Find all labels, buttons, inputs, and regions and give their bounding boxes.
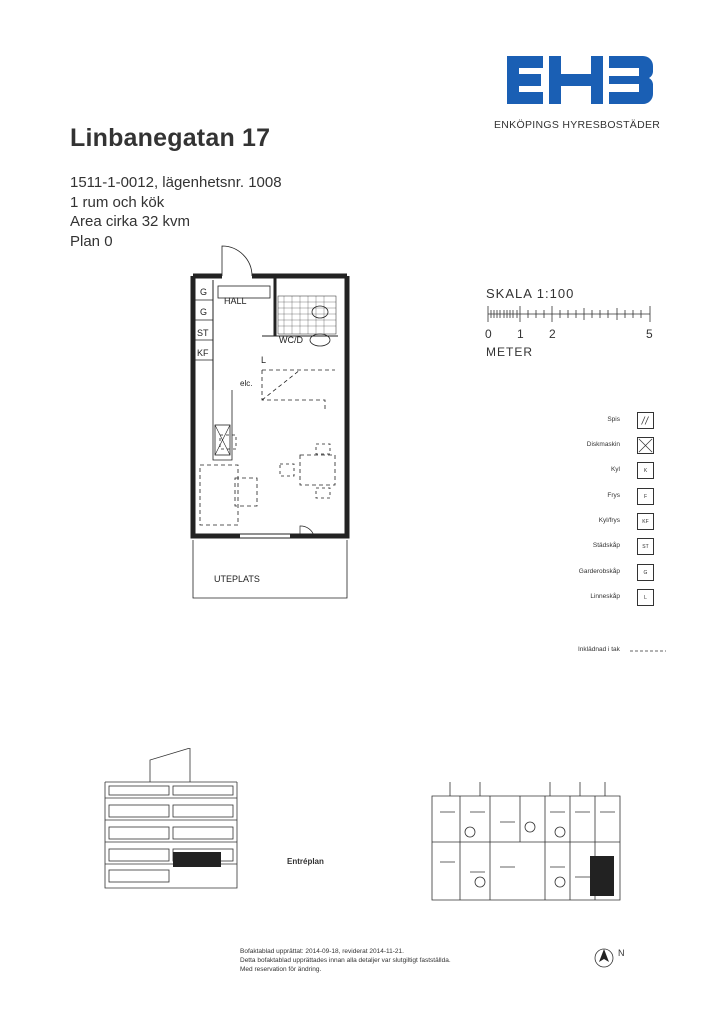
footer-note: [240, 947, 451, 974]
label-l: L: [261, 355, 267, 365]
footer-line-1: Bofaktablad upprättat: 2014-09-18, reviderat 2014-11-21.: [240, 948, 404, 955]
page-title: Linbanegatan 17: [70, 124, 271, 152]
legend-item-kylfrys: Kyl/frys KF: [560, 513, 680, 533]
info-line-id: 1511-1-0012, lägenhetsnr. 1008: [70, 174, 282, 191]
building-elevation: [95, 748, 255, 898]
label-elc: elc.: [240, 379, 253, 388]
scale-tick-5: 5: [646, 327, 653, 341]
legend-item-garderobskap: Garderobskåp G: [560, 564, 680, 584]
label-hall: HALL: [224, 296, 247, 306]
entreplan-label: Entréplan: [287, 857, 324, 866]
label-uteplats: UTEPLATS: [214, 574, 260, 584]
ehb-logo: [505, 52, 657, 114]
compass-icon: [590, 944, 630, 974]
apartment-highlight: [173, 852, 221, 867]
legend-item-frys: Frys F: [560, 488, 680, 508]
footer-line-3: Med reservation för ändring.: [240, 966, 322, 973]
compass-label: N: [618, 948, 625, 958]
label-g2: G: [200, 307, 208, 317]
scale-title: SKALA 1:100: [486, 286, 575, 301]
apartment-location-highlight: [590, 856, 614, 896]
info-line-area: Area cirka 32 kvm: [70, 213, 191, 230]
scale-tick-0: 0: [485, 327, 492, 341]
floor-plan: [180, 240, 355, 605]
logo-subtitle: ENKÖPINGS HYRESBOSTÄDER: [494, 119, 661, 131]
floor-overview: [420, 782, 635, 912]
info-line-floor: Plan 0: [70, 232, 113, 250]
legend-ceiling-label: Inklädnad i tak: [578, 646, 620, 653]
legend-item-spis: Spis: [560, 412, 680, 432]
scale-tick-2: 2: [549, 327, 556, 341]
dishwasher-icon: [637, 437, 654, 454]
label-st: ST: [197, 328, 209, 338]
ceiling-dash-icon: [630, 649, 666, 653]
legend-item-linneskap: Linneskåp L: [560, 589, 680, 609]
stove-icon: [637, 412, 654, 429]
label-g1: G: [200, 287, 208, 297]
footer-line-2: Detta bofaktablad upprättades innan alla detaljer var slutgiltigt fastställda.: [240, 957, 451, 964]
label-kf: KF: [197, 348, 209, 358]
info-line-rooms: 1 rum och kök: [70, 193, 165, 211]
legend-item-stadskap: Städskåp ST: [560, 538, 680, 558]
scale-tick-1: 1: [517, 327, 524, 341]
legend-item-diskmaskin: Diskmaskin: [560, 437, 680, 457]
label-wcd: WC/D: [279, 335, 303, 345]
scale-bar: [480, 282, 660, 362]
legend-item-kyl: Kyl K: [560, 462, 680, 482]
scale-unit: METER: [486, 345, 533, 359]
